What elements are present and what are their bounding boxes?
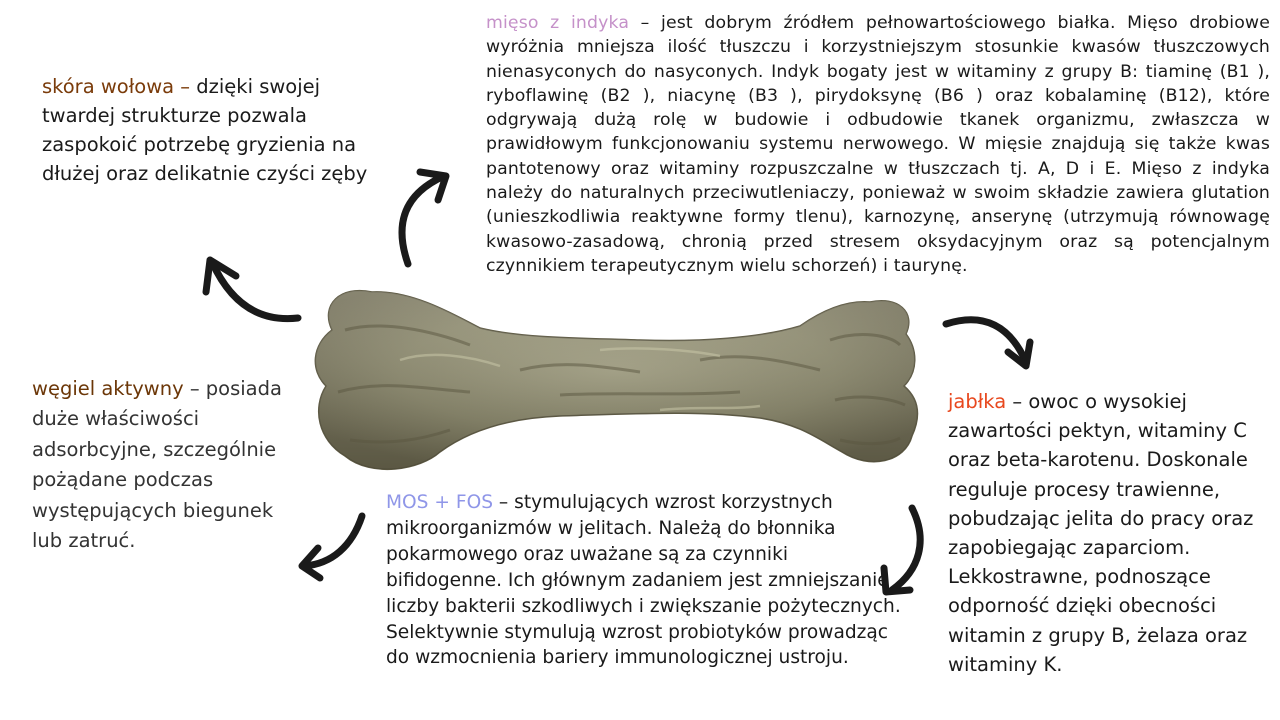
arrow-to-carbon-icon (302, 516, 362, 578)
turkey-description (486, 11, 1270, 278)
turkey-text: – jest dobrym źródłem pełnowartościowego białka. Mięso drobiowe wyróżnia mniejsza ilość tłuszczu i korzystniejszym stosunkie kwasów tłuszczowych nienasyconych do nasyconych. Indyk bogaty jest w witaminy z grupy B: tiaminę (B1 ), ryboflawinę (B2 ), niacynę (B3 ), pirydoksynę (B6 ) oraz kobalaminę (B12), które odgrywają dużą rolę w budowie i odbudowie tkanek organizmu, zwłaszcza w prawidłowym funkcjonowaniu systemu nerwowego. W mięsie znajdują się także kwas pantotenowy oraz witaminy rozpuszczalne w tłuszczach tj. A, D i E. Mięso z indyka należy do naturalnych przeciwutleniaczy, ponieważ w swoim składzie zawiera glutation (unieszkodliwia reaktywne formy tlenu), karnozynę, anserynę (utrzymują równowagę kwasowo-zasadową, chronią przed stresem oksydacyjnym oraz są potencjalnym czynnikiem terapeutycznym wielu schorzeń) i taurynę. (486, 13, 1270, 276)
beef-text: dzięki swojej twardej strukturze pozwala zaspokoić potrzebę gryzienia na dłużej oraz delikatnie czyści zęby (42, 75, 368, 185)
beef-hide-description (42, 72, 372, 188)
arrow-to-apple-icon (946, 320, 1030, 366)
mosfos-keyword: MOS + FOS (386, 492, 494, 513)
arrow-to-turkey-icon (402, 172, 446, 264)
turkey-keyword: mięso z indyka (486, 13, 630, 33)
mosfos-text: – stymulujących wzrost korzystnych mikroorganizmów w jelitach. Należą do błonnika pokarmowego oraz uważane są za czynniki bifidogenne. Ich głównym zadaniem jest zmniejszanie liczby bakterii szkodliwych i zwiększanie pożytecznych. Selektywnie stymulują wzrost probiotyków prowadząc do wzmocnienia bariery immunologicznej ustroju. (386, 492, 901, 669)
arrow-to-beef-icon (206, 260, 298, 319)
carbon-text: – posiada duże właściwości adsorbcyjne, szczególnie pożądane podczas występujących biegunek lub zatruć. (32, 377, 282, 553)
beef-keyword: skóra wołowa – (42, 75, 191, 98)
apple-keyword: jabłka (948, 390, 1007, 413)
apple-text: – owoc o wysokiej zawartości pektyn, witaminy C oraz beta-karotenu. Doskonale reguluje procesy trawienne, pobudzając jelita do pracy oraz zapobiegając zaparciom. Lekkostrawne, podnoszące odporność dzięki obecności witamin z grupy B, żelaza oraz witaminy K. (948, 390, 1254, 676)
apple-description (948, 387, 1268, 679)
activated-carbon-description (32, 374, 302, 556)
mos-fos-description (386, 490, 906, 671)
bone-shape (315, 291, 917, 470)
carbon-keyword: węgiel aktywny (32, 377, 184, 400)
